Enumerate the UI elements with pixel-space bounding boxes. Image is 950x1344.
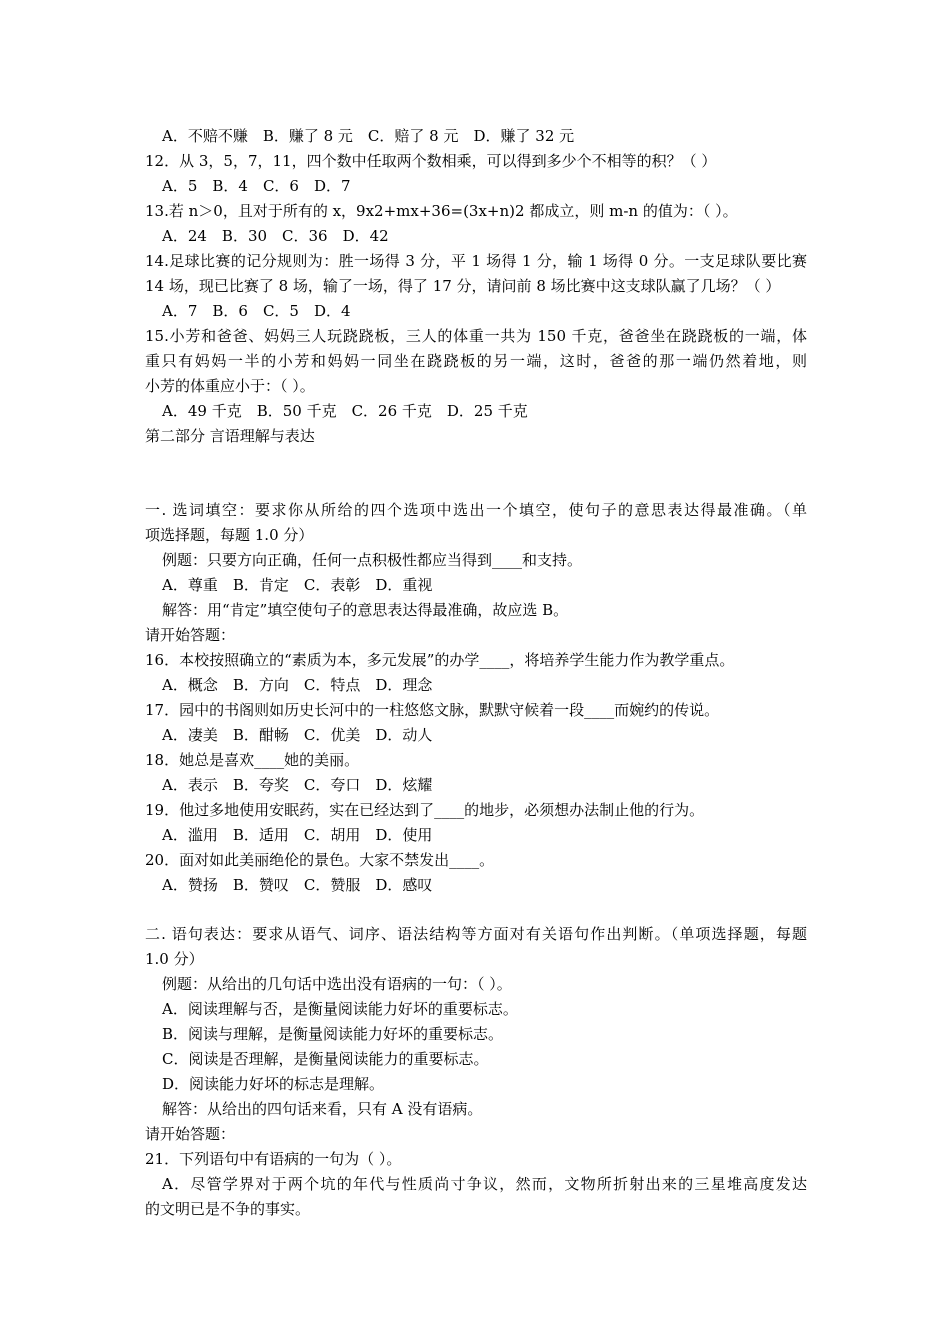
q21-text: 21．下列语句中有语病的一句为（ ）。 xyxy=(145,1150,402,1168)
q16-text: 16．本校按照确立的“素质为本，多元发展”的办学____，将培养学生能力作为教学重点。 xyxy=(145,651,735,669)
section1-instructions-line2: 项选择题，每题 1.0 分） xyxy=(145,526,314,544)
q12-options: A．5 B．4 C．6 D．7 xyxy=(162,177,351,195)
section1-example-options: A．尊重 B．肯定 C．表彰 D．重视 xyxy=(162,576,433,594)
q21-option-a-line1: A．尽管学界对于两个坑的年代与性质尚寸争议，然而，文物所折射出来的三星堆高度发达 xyxy=(162,1175,807,1193)
section1-example-answer: 解答：用“肯定”填空使句子的意思表达得最准确，故应选 B。 xyxy=(162,601,569,619)
section2-example: 例题：从给出的几句话中选出没有语病的一句：（ ）。 xyxy=(162,975,512,993)
q15-text-line3: 小芳的体重应小于：（ ）。 xyxy=(145,377,315,395)
q19-options: A．滥用 B．适用 C．胡用 D．使用 xyxy=(162,826,433,844)
q20-options: A．赞扬 B．赞叹 C．赞服 D．感叹 xyxy=(162,876,433,894)
section2-instructions-line2: 1.0 分） xyxy=(145,950,204,968)
q11-options: A．不赔不赚 B．赚了 8 元 C．赔了 8 元 D．赚了 32 元 xyxy=(162,127,575,145)
section2-example-option-d: D．阅读能力好坏的标志是理解。 xyxy=(162,1075,385,1093)
q18-text: 18．她总是喜欢____她的美丽。 xyxy=(145,751,360,769)
q15-options: A．49 千克 B．50 千克 C．26 千克 D．25 千克 xyxy=(162,402,528,420)
q13-options: A．24 B．30 C．36 D．42 xyxy=(162,227,389,245)
q14-options: A．7 B．6 C．5 D．4 xyxy=(162,302,351,320)
section2-example-option-b: B．阅读与理解，是衡量阅读能力好坏的重要标志。 xyxy=(162,1025,504,1043)
q16-options: A．概念 B．方向 C．特点 D．理念 xyxy=(162,676,433,694)
q15-text-line2: 重只有妈妈一半的小芳和妈妈一同坐在跷跷板的另一端，这时，爸爸的那一端仍然着地，则 xyxy=(145,352,807,370)
q17-text: 17．园中的书阁则如历史长河中的一柱悠悠文脉，默默守候着一段____而婉约的传说。 xyxy=(145,701,720,719)
section2-start: 请开始答题： xyxy=(145,1125,236,1143)
section2-example-answer: 解答：从给出的四句话来看，只有 A 没有语病。 xyxy=(162,1100,483,1118)
section1-instructions-line1: 一. 选词填空：要求你从所给的四个选项中选出一个填空，使句子的意思表达得最准确。（单 xyxy=(145,501,807,519)
q18-options: A．表示 B．夸奖 C．夸口 D．炫耀 xyxy=(162,776,433,794)
section2-instructions-line1: 二. 语句表达：要求从语气、词序、语法结构等方面对有关语句作出判断。（单项选择题，每题 xyxy=(145,925,807,943)
q13-text: 13.若 n＞0，且对于所有的 x，9x2+mx+36=(3x+n)2 都成立，则 m-n 的值为：（ ）。 xyxy=(145,202,738,220)
q21-option-a-line2: 的文明已是不争的事实。 xyxy=(145,1200,311,1218)
section2-example-option-c: C．阅读是否理解，是衡量阅读能力的重要标志。 xyxy=(162,1050,489,1068)
section2-example-option-a: A．阅读理解与否，是衡量阅读能力好坏的重要标志。 xyxy=(162,1000,518,1018)
q12-text: 12．从 3，5，7，11，四个数中任取两个数相乘，可以得到多少个不相等的积？（ ） xyxy=(145,152,717,170)
q14-text-line2: 14 场，现已比赛了 8 场，输了一场，得了 17 分，请问前 8 场比赛中这支球队赢了几场？（ ） xyxy=(145,277,781,295)
part2-heading: 第二部分 言语理解与表达 xyxy=(145,427,315,445)
q17-options: A．凄美 B．酣畅 C．优美 D．动人 xyxy=(162,726,433,744)
q19-text: 19．他过多地使用安眠药，实在已经达到了____的地步，必须想办法制止他的行为。 xyxy=(145,801,705,819)
q15-text-line1: 15.小芳和爸爸、妈妈三人玩跷跷板，三人的体重一共为 150 千克，爸爸坐在跷跷板的一端，体 xyxy=(145,327,807,345)
section1-example: 例题：只要方向正确，任何一点积极性都应当得到____和支持。 xyxy=(162,551,583,569)
q20-text: 20．面对如此美丽绝伦的景色。大家不禁发出____。 xyxy=(145,851,495,869)
section1-start: 请开始答题： xyxy=(145,626,236,644)
q14-text-line1: 14.足球比赛的记分规则为：胜一场得 3 分，平 1 场得 1 分，输 1 场得 0 分。一支足球队要比赛 xyxy=(145,252,807,270)
